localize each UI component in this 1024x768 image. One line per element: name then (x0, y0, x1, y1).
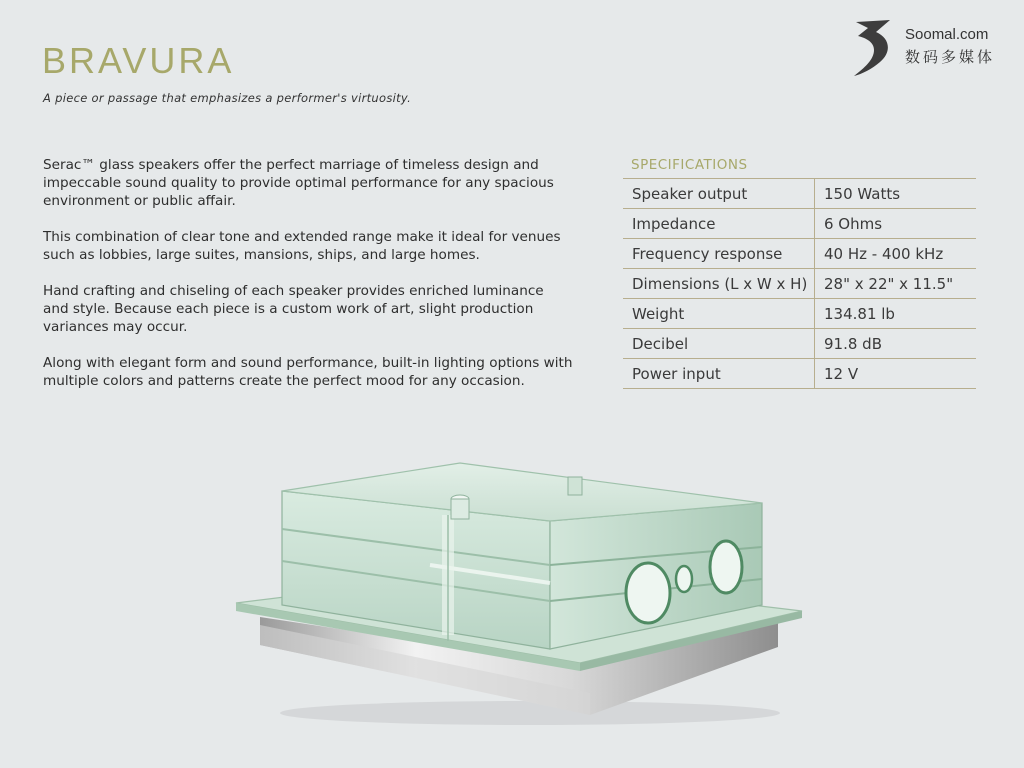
spec-label: Weight (623, 299, 815, 329)
product-description (43, 156, 573, 408)
spec-label: Decibel (623, 329, 815, 359)
spec-row (623, 359, 976, 389)
spec-row (623, 299, 976, 329)
spec-value: 28" x 22" x 11.5" (815, 269, 977, 299)
brand-logo (850, 18, 1010, 78)
spec-row (623, 239, 976, 269)
description-paragraph: Serac™ glass speakers offer the perfect marriage of timeless design and impeccable sound quality to provide optimal performance for any spacious environment or public affair. (43, 157, 554, 209)
spec-value: 91.8 dB (815, 329, 977, 359)
spec-value: 134.81 lb (815, 299, 977, 329)
description-paragraph: Along with elegant form and sound performance, built-in lighting options with multiple colors and patterns create the perfect mood for any occasion. (43, 355, 573, 389)
spec-row (623, 329, 976, 359)
spec-label: Impedance (623, 209, 815, 239)
spec-value: 12 V (815, 359, 977, 389)
logo-text-en: Soomal.com (905, 26, 989, 43)
specifications-table (623, 157, 976, 389)
spec-label: Speaker output (623, 179, 815, 209)
spec-row (623, 269, 976, 299)
spec-label: Dimensions (L x W x H) (623, 269, 815, 299)
soomal-s-logo-icon (850, 18, 898, 78)
logo-text-cn: 数码多媒体 (905, 48, 996, 66)
description-paragraph: This combination of clear tone and extended range make it ideal for venues such as lobbies, large suites, mansions, ships, and large homes. (43, 229, 561, 263)
page-tagline: A piece or passage that emphasizes a performer's virtuosity. (43, 91, 412, 105)
spec-row (623, 179, 976, 209)
spec-value: 6 Ohms (815, 209, 977, 239)
glass-speaker-product-image (230, 455, 810, 735)
spec-value: 150 Watts (815, 179, 977, 209)
spec-row (623, 209, 976, 239)
description-paragraph: Hand crafting and chiseling of each speaker provides enriched luminance and style. Because each piece is a custom work of art, slight production variances may occur. (43, 283, 544, 335)
spec-label: Frequency response (623, 239, 815, 269)
spec-value: 40 Hz - 400 kHz (815, 239, 977, 269)
page-title: BRAVURA (42, 40, 235, 81)
specifications-heading: SPECIFICATIONS (631, 157, 748, 173)
spec-label: Power input (623, 359, 815, 389)
